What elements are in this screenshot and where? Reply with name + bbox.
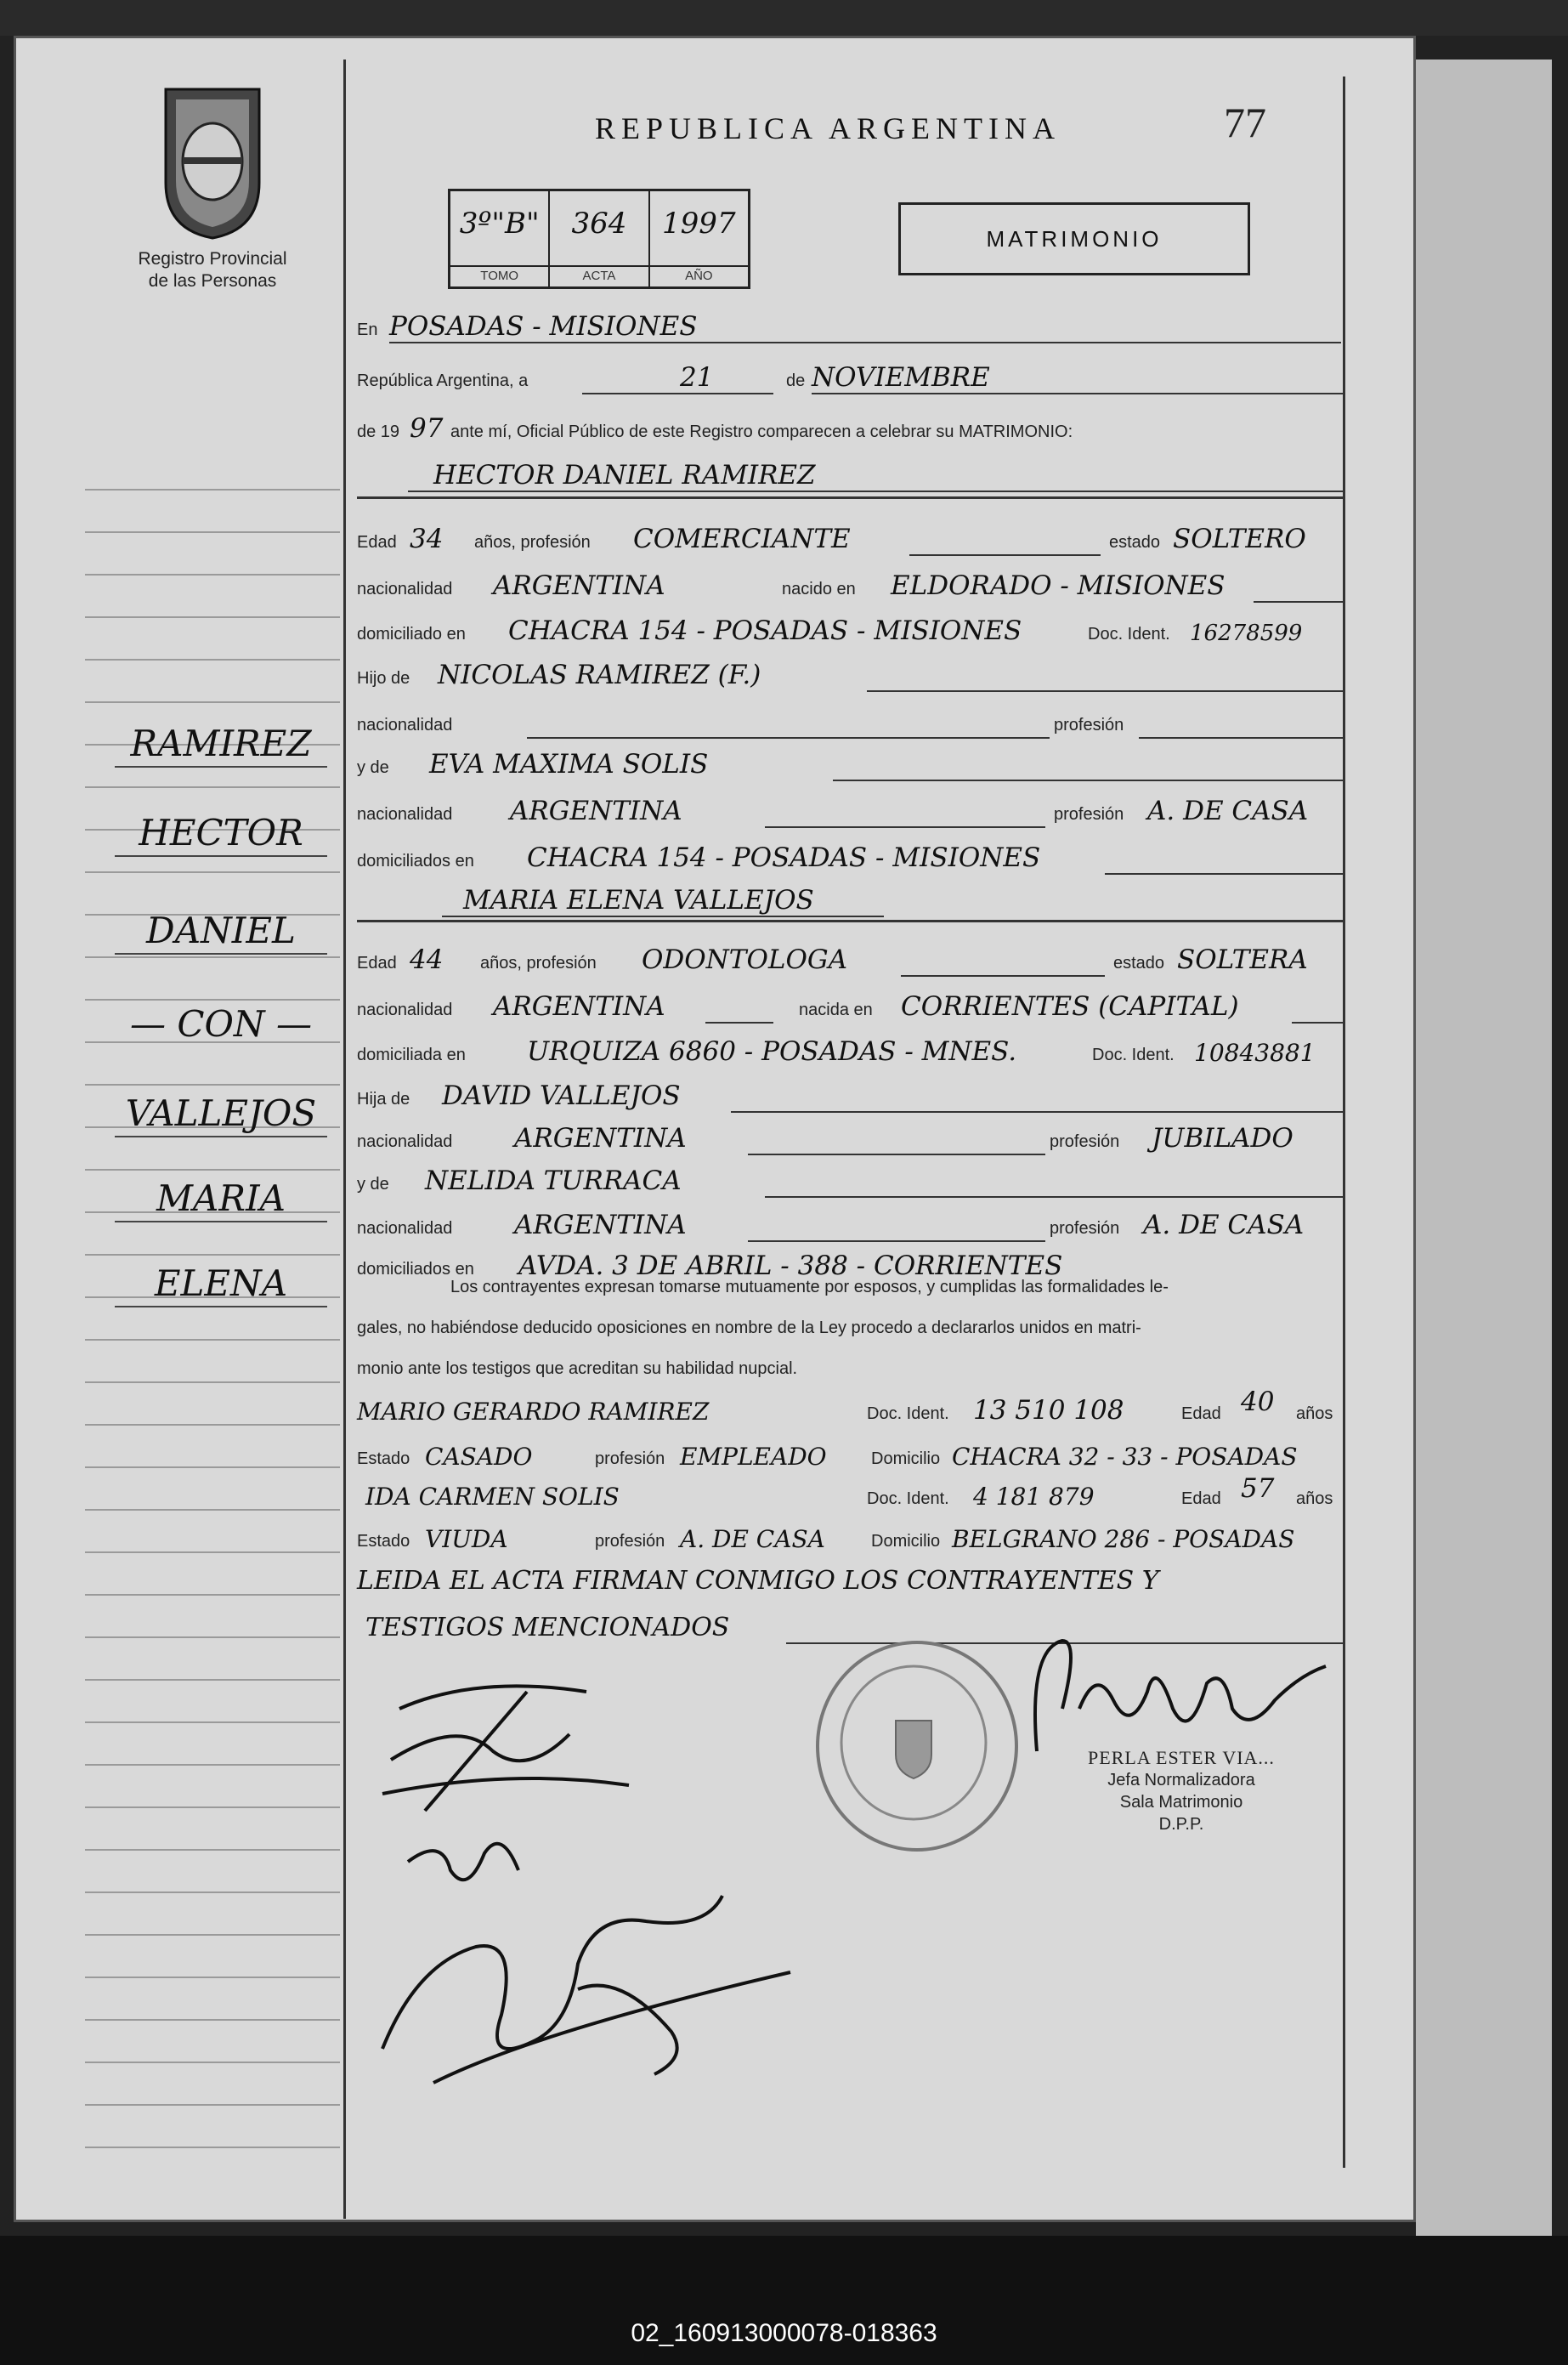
- bride-edad-row: [357, 931, 1343, 980]
- groom-mother-value: EVA MAXIMA SOLIS: [429, 749, 709, 780]
- margin-rule-line: [85, 786, 340, 788]
- page-number: 77: [1224, 99, 1266, 146]
- groom-nac-row: [357, 557, 1343, 606]
- witness-2-edad-label: Edad: [1181, 1489, 1221, 1508]
- bride-parents-dom-label: domiciliados en: [357, 1260, 474, 1279]
- margin-rule-line: [85, 2104, 340, 2106]
- groom-separator: [357, 496, 1343, 499]
- margin-rule-line: [85, 1977, 340, 1978]
- margin-rule-line: [85, 1679, 340, 1681]
- ano-value: 1997: [662, 207, 736, 241]
- groom-name-row: [357, 446, 1343, 496]
- bride-nac-value: ARGENTINA: [493, 991, 665, 1022]
- bride-father-value: DAVID VALLEJOS: [442, 1080, 681, 1111]
- groom-mother-row: [357, 735, 1343, 785]
- witness-1-domicilio-label: Domicilio: [871, 1449, 941, 1468]
- scan-top-border: [0, 0, 1568, 36]
- margin-name-3: DANIEL: [115, 910, 327, 955]
- witness-1-domicilio: CHACRA 32 - 33 - POSADAS: [952, 1443, 1298, 1471]
- bride-doc-label: Doc. Ident.: [1092, 1046, 1175, 1064]
- ano-label: AÑO: [650, 265, 748, 283]
- witness-2-domicilio: BELGRANO 286 - POSADAS: [952, 1525, 1295, 1553]
- margin-rule-line: [85, 1339, 340, 1341]
- witness-1-name-row: [357, 1381, 1343, 1431]
- groom-mother-nac-label: nacionalidad: [357, 805, 453, 824]
- bride-father-prof-value: JUBILADO: [1152, 1123, 1293, 1154]
- closing-line-1: LEIDA EL ACTA FIRMAN CONMIGO LOS CONTRAYENTES Y: [357, 1566, 1159, 1596]
- margin-name-5: VALLEJOS: [115, 1092, 327, 1137]
- margin-rule-line: [85, 871, 340, 873]
- bride-name-row: [357, 871, 1343, 921]
- witness-1-profesion: EMPLEADO: [680, 1443, 827, 1471]
- bride-yde-label: y de: [357, 1175, 389, 1194]
- declaration-paragraph: [357, 1267, 1343, 1389]
- margin-rule-line: [85, 1594, 340, 1596]
- margin-rule-line: [85, 701, 340, 703]
- tomo-value: 3º"B": [459, 207, 540, 241]
- groom-father-value: NICOLAS RAMIREZ (F.): [438, 660, 761, 690]
- margin-rule-line: [85, 1084, 340, 1086]
- place-value: POSADAS - MISIONES: [389, 311, 698, 342]
- margin-rule-line: [85, 1891, 340, 1893]
- margin-rule-line: [85, 531, 340, 533]
- margin-rule-line: [85, 1721, 340, 1723]
- witness-1-profesion-label: profesión: [595, 1449, 665, 1468]
- groom-full-name: HECTOR DANIEL RAMIREZ: [433, 460, 816, 491]
- bride-nacida-label: nacida en: [799, 1001, 873, 1019]
- bride-mother-prof-label: profesión: [1050, 1219, 1120, 1238]
- bride-mother-nac-value: ARGENTINA: [514, 1210, 687, 1240]
- witness-1-edad-label: Edad: [1181, 1404, 1221, 1423]
- bride-father-nac-value: ARGENTINA: [514, 1123, 687, 1154]
- margin-rule-line: [85, 574, 340, 576]
- witness-2-edad: 57: [1241, 1473, 1275, 1504]
- margin-name-6: MARIA: [115, 1177, 327, 1222]
- bride-dom-value: URQUIZA 6860 - POSADAS - MNES.: [527, 1036, 1017, 1067]
- bride-profesion-line: [901, 975, 1105, 977]
- month-line: [812, 393, 1343, 394]
- de-label: de: [786, 371, 806, 390]
- margin-rule-line: [85, 2062, 340, 2063]
- margin-rule-line: [85, 1169, 340, 1171]
- bride-dom-label: domiciliada en: [357, 1046, 466, 1064]
- margin-rule-line: [85, 659, 340, 661]
- groom-father-prof-label: profesión: [1054, 716, 1124, 734]
- groom-father-line: [867, 690, 1343, 692]
- groom-father-row: [357, 646, 1343, 695]
- province-seal-logo: [149, 81, 276, 242]
- bride-estado-label: estado: [1113, 954, 1165, 973]
- date-row: [357, 349, 1343, 398]
- declaration-line-1: Los contrayentes expresan tomarse mutuamente por esposos, y cumplidas las formalidades le-: [450, 1278, 1169, 1296]
- day-value: 21: [680, 362, 714, 393]
- bride-estado-value: SOLTERA: [1177, 944, 1308, 975]
- bride-mother-value: NELIDA TURRACA: [425, 1165, 682, 1196]
- official-title-2: Sala Matrimonio: [1119, 1793, 1243, 1812]
- margin-rule-line: [85, 1551, 340, 1553]
- registry-line-2: de las Personas: [148, 271, 277, 291]
- witness-2-doc-label: Doc. Ident.: [867, 1489, 949, 1508]
- groom-nacido-value: ELDORADO - MISIONES: [891, 570, 1226, 601]
- registry-line-1: Registro Provincial: [138, 249, 287, 269]
- margin-name-4: — CON —: [129, 1003, 313, 1045]
- groom-yde-label: y de: [357, 758, 389, 777]
- witness-1-edad: 40: [1241, 1387, 1275, 1417]
- groom-nac-label: nacionalidad: [357, 580, 453, 598]
- margin-rule-line: [85, 999, 340, 1001]
- groom-mother-nac-row: [357, 782, 1343, 831]
- groom-mother-line: [833, 780, 1343, 781]
- en-label: En: [357, 320, 378, 339]
- groom-estado-value: SOLTERO: [1173, 524, 1306, 554]
- declaration-line-2: gales, no habiéndose deducido oposiciones en nombre de la Ley procedo a declararlos unidos en matri-: [357, 1319, 1141, 1337]
- groom-mother-nac-line: [765, 826, 1045, 828]
- groom-parents-dom-label: domiciliados en: [357, 852, 474, 871]
- witness-2-estado-label: Estado: [357, 1532, 410, 1551]
- tomo-label: TOMO: [450, 265, 548, 283]
- bride-father-nac-label: nacionalidad: [357, 1132, 453, 1151]
- bride-profesion-value: ODONTOLOGA: [642, 944, 848, 975]
- margin-rule-line: [85, 1636, 340, 1638]
- year-suffix-value: 97: [410, 413, 444, 444]
- ano-cell: [650, 191, 748, 286]
- bride-nac-row: [357, 978, 1343, 1027]
- margin-rule-line: [85, 489, 340, 491]
- witness-2-domicilio-label: Domicilio: [871, 1532, 941, 1551]
- scan-filename: 02_160913000078-018363: [631, 2319, 937, 2347]
- bride-dom-row: [357, 1023, 1343, 1072]
- groom-dom-value: CHACRA 154 - POSADAS - MISIONES: [508, 615, 1022, 646]
- bride-mother-nac-label: nacionalidad: [357, 1219, 453, 1238]
- groom-nac-value: ARGENTINA: [493, 570, 665, 601]
- bride-signature: [365, 1845, 807, 2100]
- country-heading: REPUBLICA ARGENTINA: [595, 111, 1061, 145]
- witness-1-estado: CASADO: [425, 1443, 533, 1471]
- groom-doc-label: Doc. Ident.: [1088, 625, 1170, 644]
- margin-rule-line: [85, 2019, 340, 2021]
- groom-profesion-line: [909, 554, 1101, 556]
- witness-2-name: IDA CARMEN SOLIS: [365, 1483, 620, 1511]
- acta-cell: [550, 191, 649, 286]
- groom-name-line: [408, 491, 1343, 492]
- groom-doc-value: 16278599: [1190, 621, 1303, 646]
- acta-type-box: MATRIMONIO: [898, 202, 1250, 275]
- groom-mother-nac-value: ARGENTINA: [510, 796, 682, 826]
- margin-rule-line: [85, 1934, 340, 1936]
- official-seal-stamp: [816, 1641, 1018, 1852]
- bride-hija-label: Hija de: [357, 1090, 410, 1109]
- day-line: [582, 393, 773, 394]
- year-prefix-label: de 19: [357, 423, 400, 441]
- bride-mother-prof-value: A. DE CASA: [1143, 1210, 1305, 1240]
- place-line: [389, 342, 1341, 343]
- witness-1-doc-label: Doc. Ident.: [867, 1404, 949, 1423]
- groom-profesion-value: COMERCIANTE: [633, 524, 851, 554]
- declaration-line-3: monio ante los testigos que acreditan su habilidad nupcial.: [357, 1359, 798, 1378]
- tomo-cell: [450, 191, 550, 286]
- witness-2-profesion: A. DE CASA: [680, 1525, 825, 1553]
- margin-rule-line: [85, 1764, 340, 1766]
- official-signature: [1020, 1615, 1343, 1768]
- margin-name-1: RAMIREZ: [115, 723, 327, 768]
- witness-2-estado: VIUDA: [425, 1525, 508, 1553]
- margin-rule-line: [85, 1806, 340, 1808]
- bride-nacida-value: CORRIENTES (CAPITAL): [901, 991, 1239, 1022]
- closing-row-1: [357, 1551, 1343, 1601]
- groom-estado-label: estado: [1109, 533, 1161, 552]
- bride-separator: [357, 920, 1343, 922]
- bride-edad-label: Edad: [357, 954, 397, 973]
- official-title-3: D.P.P.: [1158, 1815, 1204, 1834]
- margin-rule-line: [85, 1849, 340, 1851]
- bride-nac-label: nacionalidad: [357, 1001, 453, 1019]
- acta-value: 364: [571, 207, 627, 241]
- groom-mother-prof-label: profesión: [1054, 805, 1124, 824]
- bride-parents-dom-value: AVDA. 3 DE ABRIL - 388 - CORRIENTES: [518, 1251, 1063, 1281]
- groom-dom-label: domiciliado en: [357, 625, 466, 644]
- groom-parents-dom-value: CHACRA 154 - POSADAS - MISIONES: [527, 842, 1041, 873]
- witness-2-doc: 4 181 879: [973, 1483, 1095, 1511]
- place-row: [357, 298, 1343, 347]
- margin-name-2: HECTOR: [115, 812, 327, 857]
- margin-rule-line: [85, 2147, 340, 2148]
- margin-rule-line: [85, 1254, 340, 1256]
- groom-dom-row: [357, 602, 1343, 651]
- margin-rule-line: [85, 616, 340, 618]
- margin-divider: [343, 60, 346, 2219]
- official-title-1: Jefa Normalizadora: [1107, 1771, 1255, 1789]
- groom-edad-value: 34: [410, 524, 444, 554]
- margin-rule-line: [85, 1381, 340, 1383]
- groom-hijo-label: Hijo de: [357, 669, 410, 688]
- witness-1-anos-label: años: [1296, 1404, 1333, 1423]
- bride-father-prof-label: profesión: [1050, 1132, 1120, 1151]
- witness-1-name: MARIO GERARDO RAMIREZ: [357, 1398, 710, 1426]
- witness-2-profesion-label: profesión: [595, 1532, 665, 1551]
- bride-name-line: [442, 916, 884, 917]
- bride-profesion-label: años, profesión: [480, 954, 597, 973]
- registry-name: [102, 248, 323, 292]
- groom-edad-label: Edad: [357, 533, 397, 552]
- acta-reference-box: [448, 189, 750, 289]
- groom-mother-prof-value: A. DE CASA: [1147, 796, 1309, 826]
- comparecen-text: ante mí, Oficial Público de este Registro comparecen a celebrar su MATRIMONIO:: [450, 423, 1073, 441]
- margin-rule-line: [85, 1424, 340, 1426]
- bride-mother-row: [357, 1152, 1343, 1201]
- bride-doc-value: 10843881: [1194, 1039, 1316, 1067]
- month-value: NOVIEMBRE: [812, 362, 990, 393]
- official-name: PERLA ESTER VIA...: [1088, 1747, 1275, 1768]
- page-edge: [1416, 60, 1552, 2236]
- bride-full-name: MARIA ELENA VALLEJOS: [463, 885, 814, 916]
- witness-2-anos-label: años: [1296, 1489, 1333, 1508]
- right-border: [1343, 77, 1345, 2168]
- margin-rule-line: [85, 956, 340, 958]
- margin-rule-line: [85, 1509, 340, 1511]
- witness-1-doc: 13 510 108: [973, 1395, 1124, 1426]
- republica-label: República Argentina, a: [357, 371, 529, 390]
- margin-rule-line: [85, 1466, 340, 1468]
- acta-label: ACTA: [550, 265, 648, 283]
- groom-profesion-label: años, profesión: [474, 533, 591, 552]
- year-row: [357, 400, 1343, 449]
- closing-line-2: TESTIGOS MENCIONADOS: [365, 1613, 730, 1642]
- witness-1-estado-label: Estado: [357, 1449, 410, 1468]
- margin-name-7: ELENA: [115, 1262, 327, 1307]
- groom-father-nac-label: nacionalidad: [357, 716, 453, 734]
- groom-edad-row: [357, 510, 1343, 559]
- bride-edad-value: 44: [410, 944, 444, 975]
- groom-nacido-label: nacido en: [782, 580, 856, 598]
